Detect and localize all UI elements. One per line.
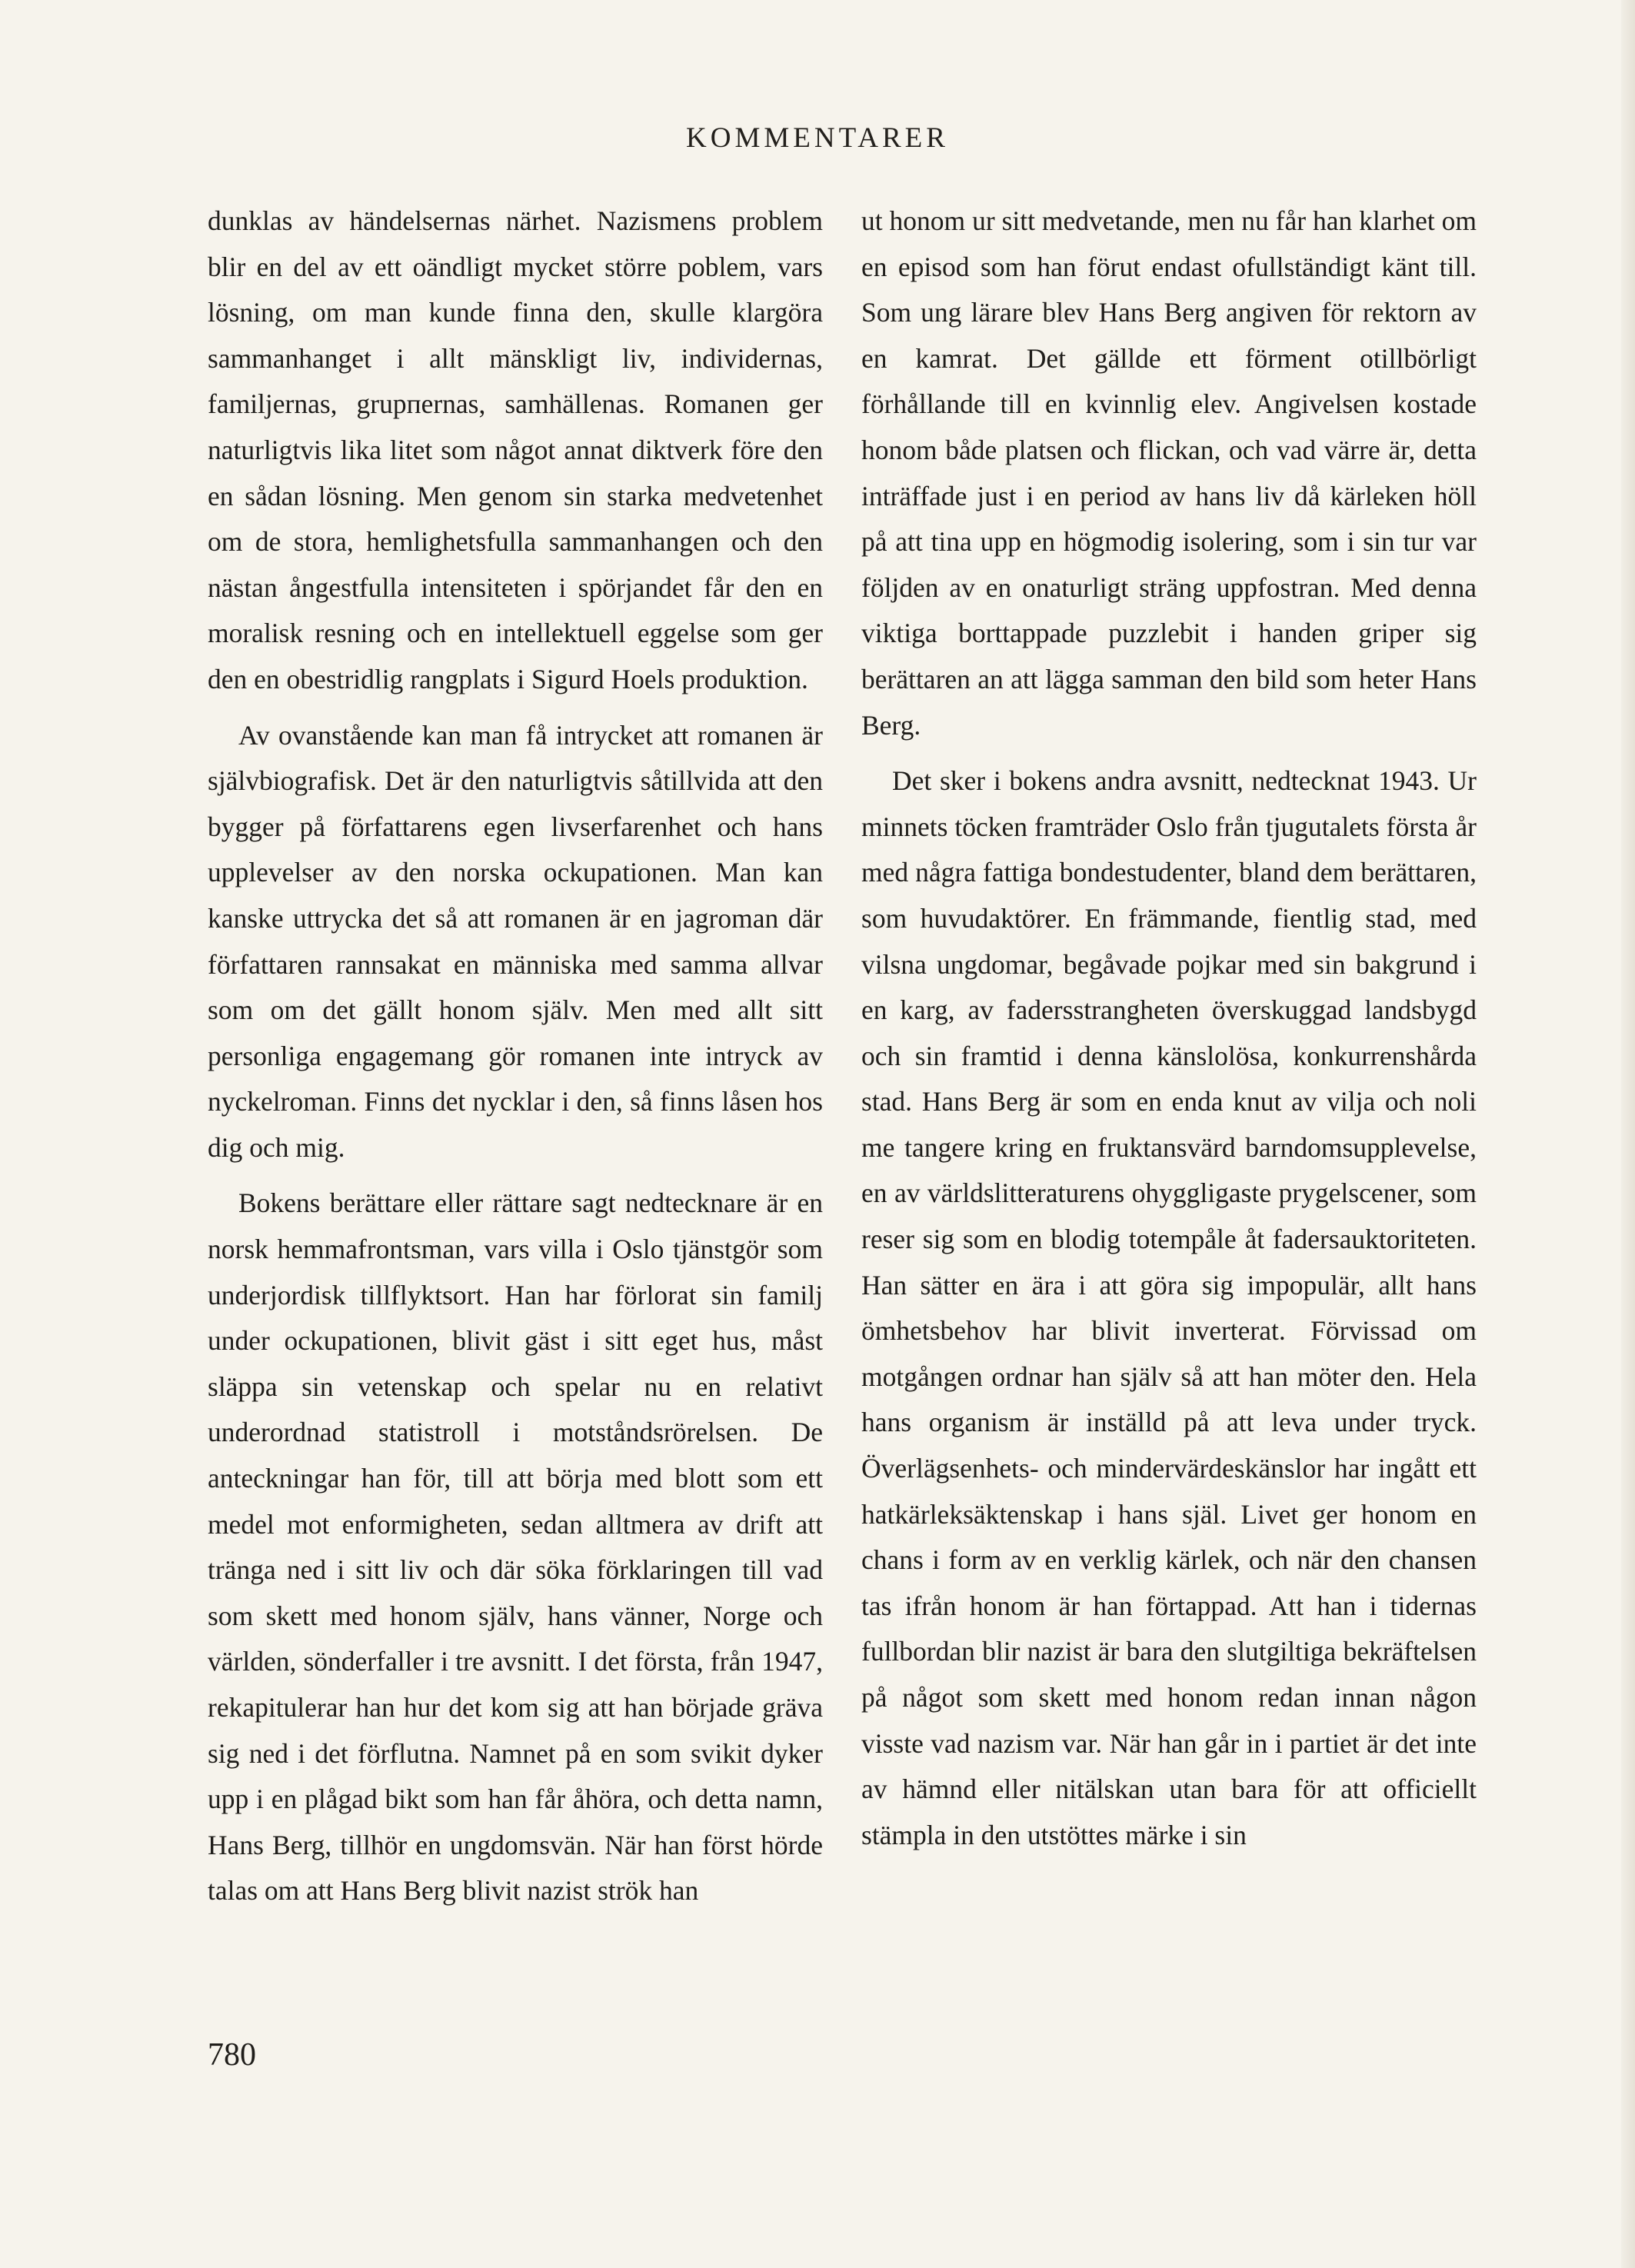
running-head: KOMMENTARER [686,122,949,154]
right-column [861,198,1477,1858]
paragraph: ut honom ur sitt medvetande, men nu får han klarhet om en episod som han förut endast ofullständigt känt till. Som ung lärare blev Hans Berg angiven för rektorn av en kamrat. Det gällde ett förment otillbörligt förhållande till en kvinnlig elev. Angivelsen kostade honom både platsen och flickan, och vad värre är, detta inträffade just i en period av hans liv då kärleken höll på att tina upp en högmodig isolering, som i sin tur var följden av en onaturligt sträng uppfostran. Med denna viktiga borttappade puzzlebit i handen griper sig berättaren an att lägga samman den bild som heter Hans Berg. [861,205,1477,741]
paragraph: Det sker i bokens andra avsnitt, nedtecknat 1943. Ur minnets töcken framträder Oslo från tjugutalets första år med några fattiga bondestudenter, bland dem berättaren, som huvudaktörer. En främmande, fientlig stad, med vilsna ungdomar, begåvade pojkar med sin bakgrund i en karg, av fadersstrangheten överskuggad landsbygd och sin framtid i denna känslolösa, konkurrenshårda stad. Hans Berg är som en enda knut av vilja och noli me tangere kring en fruktansvärd barndomsupplevelse, en av världslitteraturens ohyggligaste prygelscener, som reser sig som en blodig totempåle åt fadersauktoriteten. Han sätter en ära i att göra sig impopulär, allt hans ömhetsbehov har blivit inverterat. Förvissad om motgången ordnar han själv så att han möter den. Hela hans organism är inställd på att leva under tryck. Överlägsenhets- och mindervärdeskänslor har ingått ett hatkärleksäktenskap i hans själ. Livet ger honom en chans i form av en verklig kärlek, och när den chansen tas ifrån honom är han förtappad. Att han i tidernas fullbordan blir nazist är bara den slutgiltiga bekräftelsen på något som skett med honom redan innan någon visste vad nazism var. När han går in i partiet är det inte av hämnd eller nitälskan utan bara för att officiellt stämpla in den utstöttes märke i sin [861,765,1477,1850]
left-column [208,198,823,1914]
paragraph: Av ovanstående kan man få intrycket att romanen är självbiografisk. Det är den naturligtvis såtillvida att den bygger på författarens egen livserfarenhet och hans upplevelser av den norska ockupationen. Man kan kanske uttrycka det så att romanen är en jagroman där författaren rannsakat en människa med samma allvar som om det gällt honom själv. Men med allt sitt personliga engagemang gör romanen inte intryck av nyckelroman. Finns det nycklar i den, så finns låsen hos dig och mig. [208,719,823,1163]
paragraph: dunklas av händelsernas närhet. Nazismens problem blir en del av ett oändligt mycket större poblem, vars lösning, om man kunde finna den, skulle klargöra sammanhanget i allt mänskligt liv, individernas, familjernas, grupпernas, samhällenas. Romanen ger naturligtvis lika litet som något annat diktverk före den en sådan lösning. Men genom sin starka medvetenhet om de stora, hemlighetsfulla sammanhangen och den nästan ångestfulla intensiteten i spörjandet får den en moralisk resning och en intellektuell eggelse som ger den en obestridlig rangplats i Sigurd Hoels produktion. [208,205,823,694]
paragraph: Bokens berättare eller rättare sagt nedtecknare är en norsk hemmafrontsman, vars villa i Oslo tjänstgör som underjordisk tillflyktsort. Han har förlorat sin familj under ockupationen, blivit gäst i sitt eget hus, måst släppa sin vetenskap och spelar nu en relativt underordnad statistroll i motståndsrörelsen. De anteckningar han för, till att börja med blott som ett medel mot enformigheten, sedan alltmera av drift att tränga ned i sitt liv och där söka förklaringen till vad som skett med honom själv, hans vänner, Norge och världen, sönderfaller i tre avsnitt. I det första, från 1947, rekapitulerar han hur det kom sig att han började gräva sig ned i det förflutna. Namnet på en som svikit dyker upp i en plågad bikt som han får åhöra, och detta namn, Hans Berg, tillhör en ungdomsvän. När han först hörde talas om att Hans Berg blivit nazist strök han [208,1187,823,1907]
page-number: 780 [208,2037,256,2073]
page-edge [1621,0,1635,2268]
